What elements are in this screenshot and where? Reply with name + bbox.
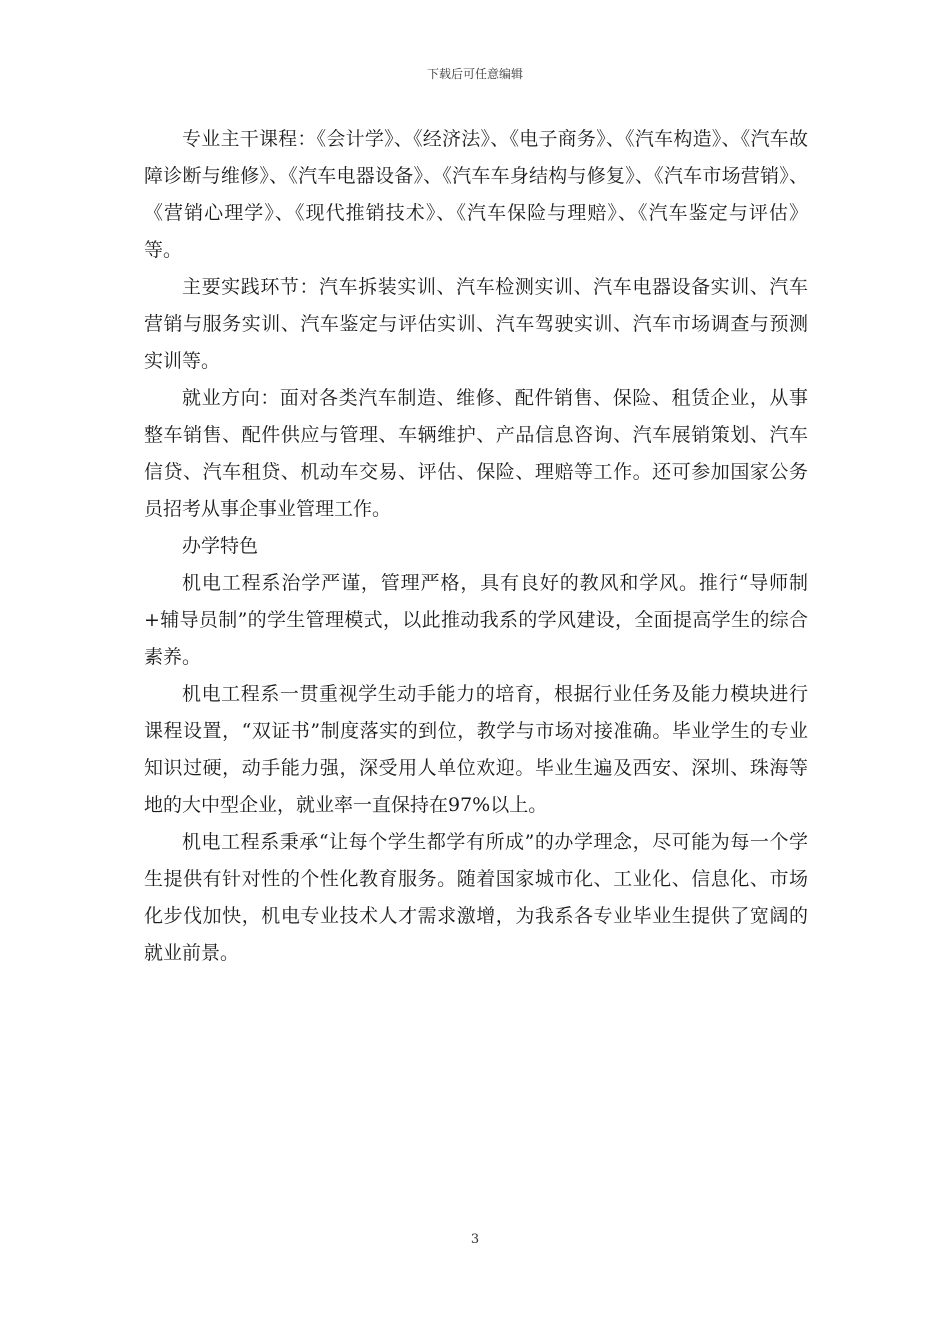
paragraph-school-philosophy: 机电工程系秉承“让每个学生都学有所成”的办学理念，尽可能为每一个学生提供有针对性的个性化教育服务。随着国家城市化、工业化、信息化、市场化步伐加快，机电专业技术人才需求激增，为我系各专业毕业生提供了宽阔的就业前景。 bbox=[144, 831, 808, 964]
paragraph-management-style: 机电工程系治学严谨，管理严格，具有良好的教风和学风。推行“导师制+辅导员制”的学生管理模式，以此推动我系的学风建设，全面提高学生的综合素养。 bbox=[144, 572, 808, 668]
paragraph-practice-sessions: 主要实践环节：汽车拆装实训、汽车检测实训、汽车电器设备实训、汽车营销与服务实训、汽车鉴定与评估实训、汽车驾驶实训、汽车市场调查与预测实训等。 bbox=[144, 276, 808, 372]
page-number: 3 bbox=[470, 1232, 480, 1247]
section-heading-school-features: 办学特色 bbox=[182, 535, 259, 557]
paragraph-employment-direction: 就业方向：面对各类汽车制造、维修、配件销售、保险、租赁企业，从事整车销售、配件供应与管理、车辆维护、产品信息咨询、汽车展销策划、汽车信贷、汽车租贷、机动车交易、评估、保险、理赔等工作。还可参加国家公务员招考从事企事业管理工作。 bbox=[144, 387, 808, 520]
paragraph-main-courses: 专业主干课程：《会计学》、《经济法》、《电子商务》、《汽车构造》、《汽车故障诊断与维修》、《汽车电器设备》、《汽车车身结构与修复》、《汽车市场营销》、《营销心理学》、《现代推销技术》、《汽车保险与理赔》、《汽车鉴定与评估》等。 bbox=[144, 128, 808, 261]
document-body bbox=[144, 121, 808, 972]
paragraph-practical-ability: 机电工程系一贯重视学生动手能力的培育，根据行业任务及能力模块进行课程设置，“双证书”制度落实的到位，教学与市场对接准确。毕业学生的专业知识过硬，动手能力强，深受用人单位欢迎。毕业生遍及西安、深圳、珠海等地的大中型企业，就业率一直保持在97%以上。 bbox=[144, 683, 808, 816]
page-header: 下载后可任意编辑 bbox=[426, 67, 523, 81]
